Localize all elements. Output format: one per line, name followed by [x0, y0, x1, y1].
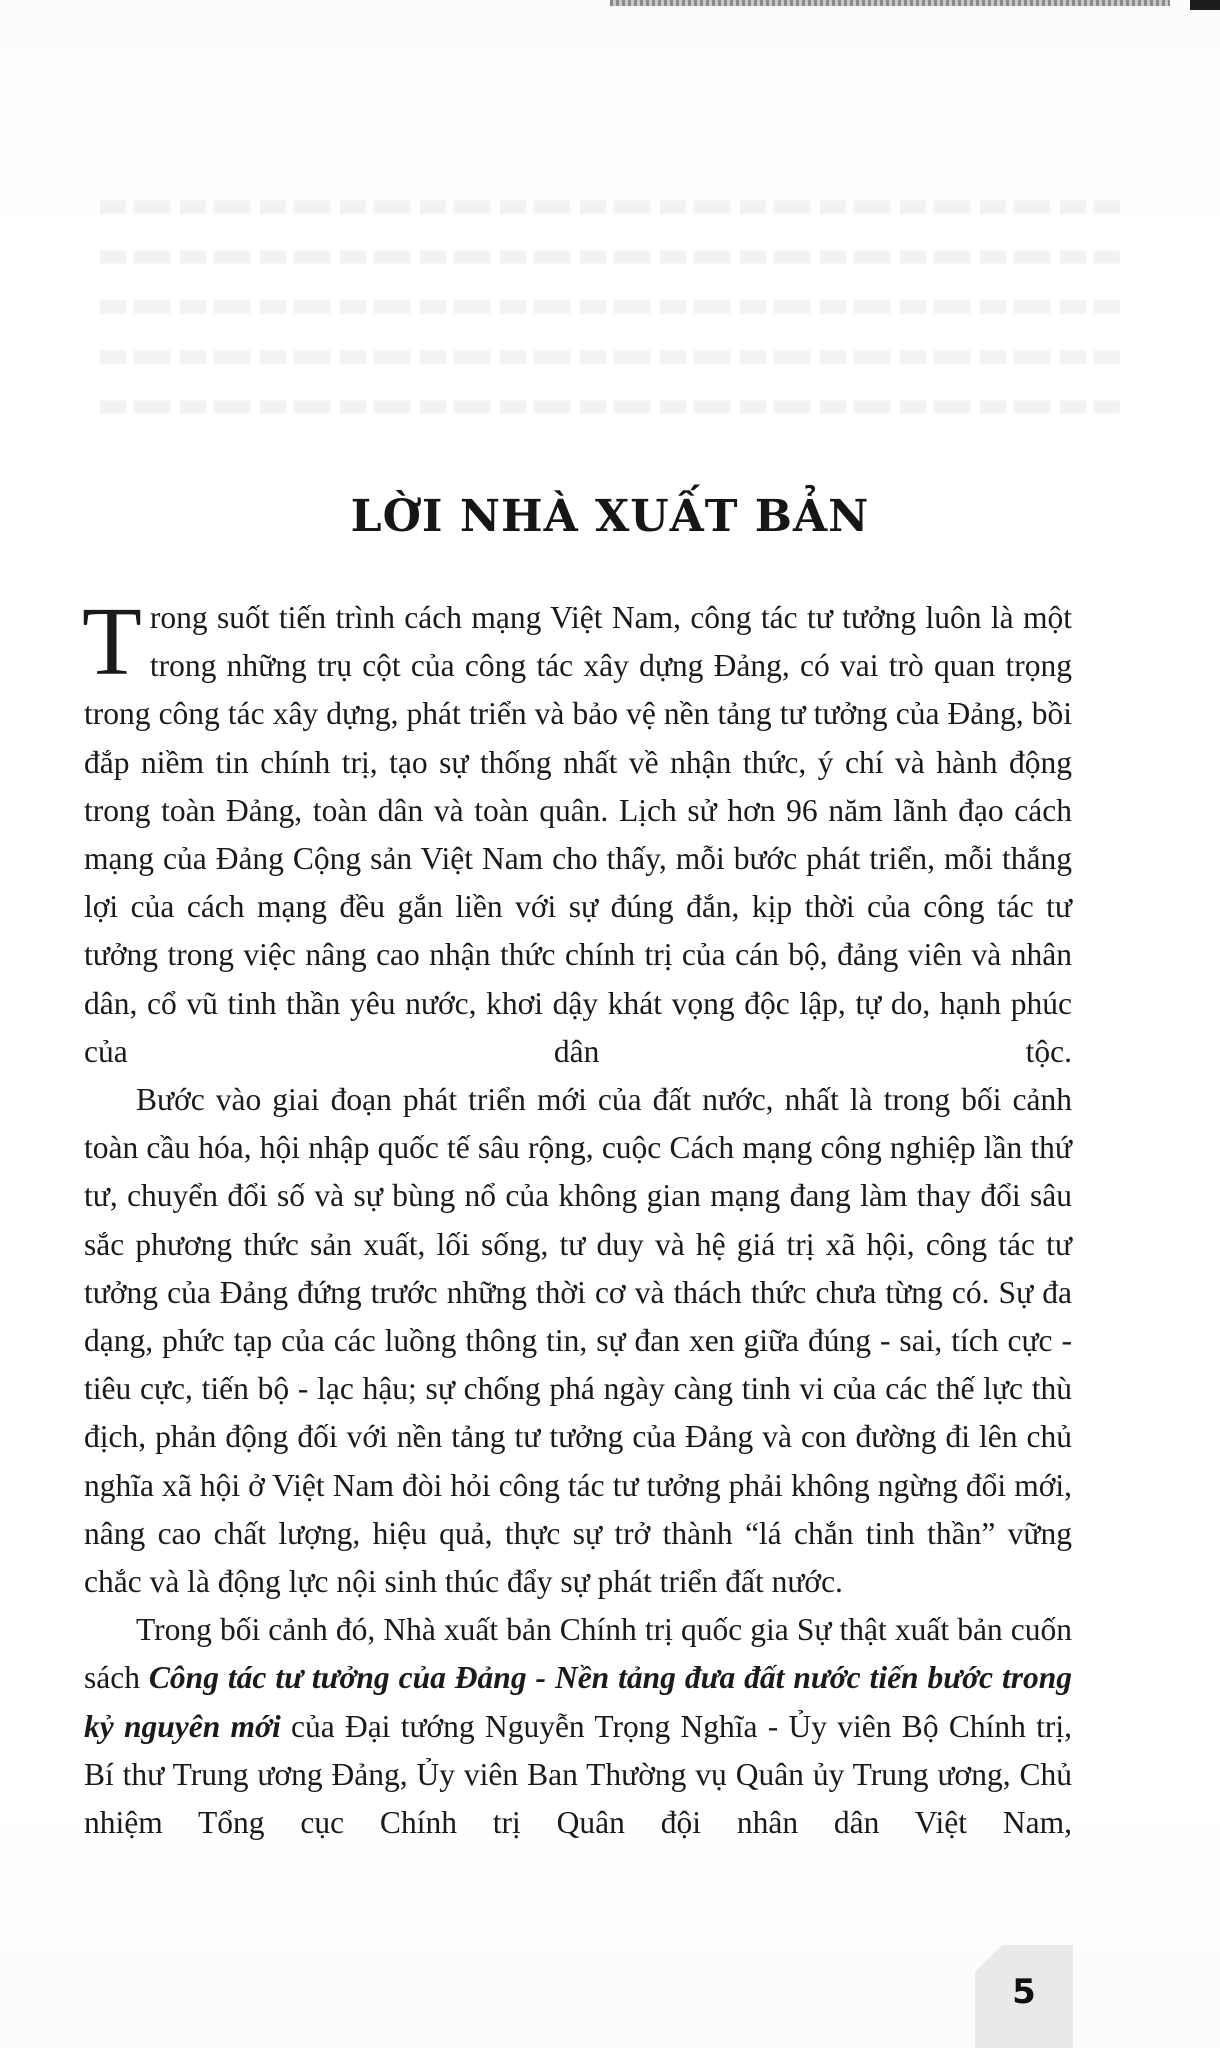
page-top-edge — [610, 0, 1170, 6]
bleed-through-text — [100, 115, 1120, 435]
page-number: 5 — [1012, 1972, 1036, 2012]
page-corner-shadow — [1190, 0, 1220, 10]
paragraph-3-text-after: của Đại tướng Nguyễn Trọng Nghĩa - Ủy viên Bộ Chính trị, Bí thư Trung ương Đảng, Ủy viên Ban Thường vụ Quân ủy Trung ương, Chủ nhiệm Tổng cục Chính trị Quân đội nhân dân Việt Nam, — [84, 1708, 1072, 1841]
body-text — [82, 588, 1072, 1847]
paragraph-1-text: rong suốt tiến trình cách mạng Việt Nam, công tác tư tưởng luôn là một trong những trụ cột của công tác xây dựng Đảng, có vai trò quan trọng trong công tác xây dựng, phát triển và bảo vệ nền tảng tư tưởng của Đảng, bồi đắp niềm tin chính trị, tạo sự thống nhất về nhận thức, ý chí và hành động trong toàn Đảng, toàn dân và toàn quân. Lịch sử hơn 96 năm lãnh đạo cách mạng của Đảng Cộng sản Việt Nam cho thấy, mỗi bước phát triển, mỗi thắng lợi của cách mạng đều gắn liền với sự đúng đắn, kịp thời của công tác tư tưởng trong việc nâng cao nhận thức chính trị của cán bộ, đảng viên và nhân dân, cổ vũ tinh thần yêu nước, khơi dậy khát vọng độc lập, tự do, hạnh phúc của dân tộc. — [84, 600, 1072, 1069]
page-title: LỜI NHÀ XUẤT BẢN — [350, 491, 870, 543]
paragraph-3-text-before: Trong bối cảnh đó, Nhà xuất bản Chính trị quốc gia Sự thật xuất bản cuốn sách — [84, 1612, 1072, 1696]
paragraph-2 — [84, 1076, 1072, 1606]
drop-cap: T — [82, 588, 142, 696]
paragraph-3 — [84, 1606, 1072, 1847]
paragraph-1 — [82, 588, 1072, 1076]
book-title-italic: Công tác tư tưởng của Đảng - Nền tảng đưa đất nước tiến bước trong kỷ nguyên mới — [84, 1660, 1072, 1744]
paragraph-2-text: Bước vào giai đoạn phát triển mới của đất nước, nhất là trong bối cảnh toàn cầu hóa, hội nhập quốc tế sâu rộng, cuộc Cách mạng công nghiệp lần thứ tư, chuyển đổi số và sự bùng nổ của không gian mạng đang làm thay đổi sâu sắc phương thức sản xuất, lối sống, tư duy và hệ giá trị xã hội, công tác tư tưởng của Đảng đứng trước những thời cơ và thách thức chưa từng có. Sự đa dạng, phức tạp của các luồng thông tin, sự đan xen giữa đúng - sai, tích cực - tiêu cực, tiến bộ - lạc hậu; sự chống phá ngày càng tinh vi của các thế lực thù địch, phản động đối với nền tảng tư tưởng của Đảng và con đường đi lên chủ nghĩa xã hội ở Việt Nam đòi hỏi công tác tư tưởng phải không ngừng đổi mới, nâng cao chất lượng, hiệu quả, thực sự trở thành “lá chắn tinh thần” vững chắc và là động lực nội sinh thúc đẩy sự phát triển đất nước. — [84, 1082, 1072, 1600]
